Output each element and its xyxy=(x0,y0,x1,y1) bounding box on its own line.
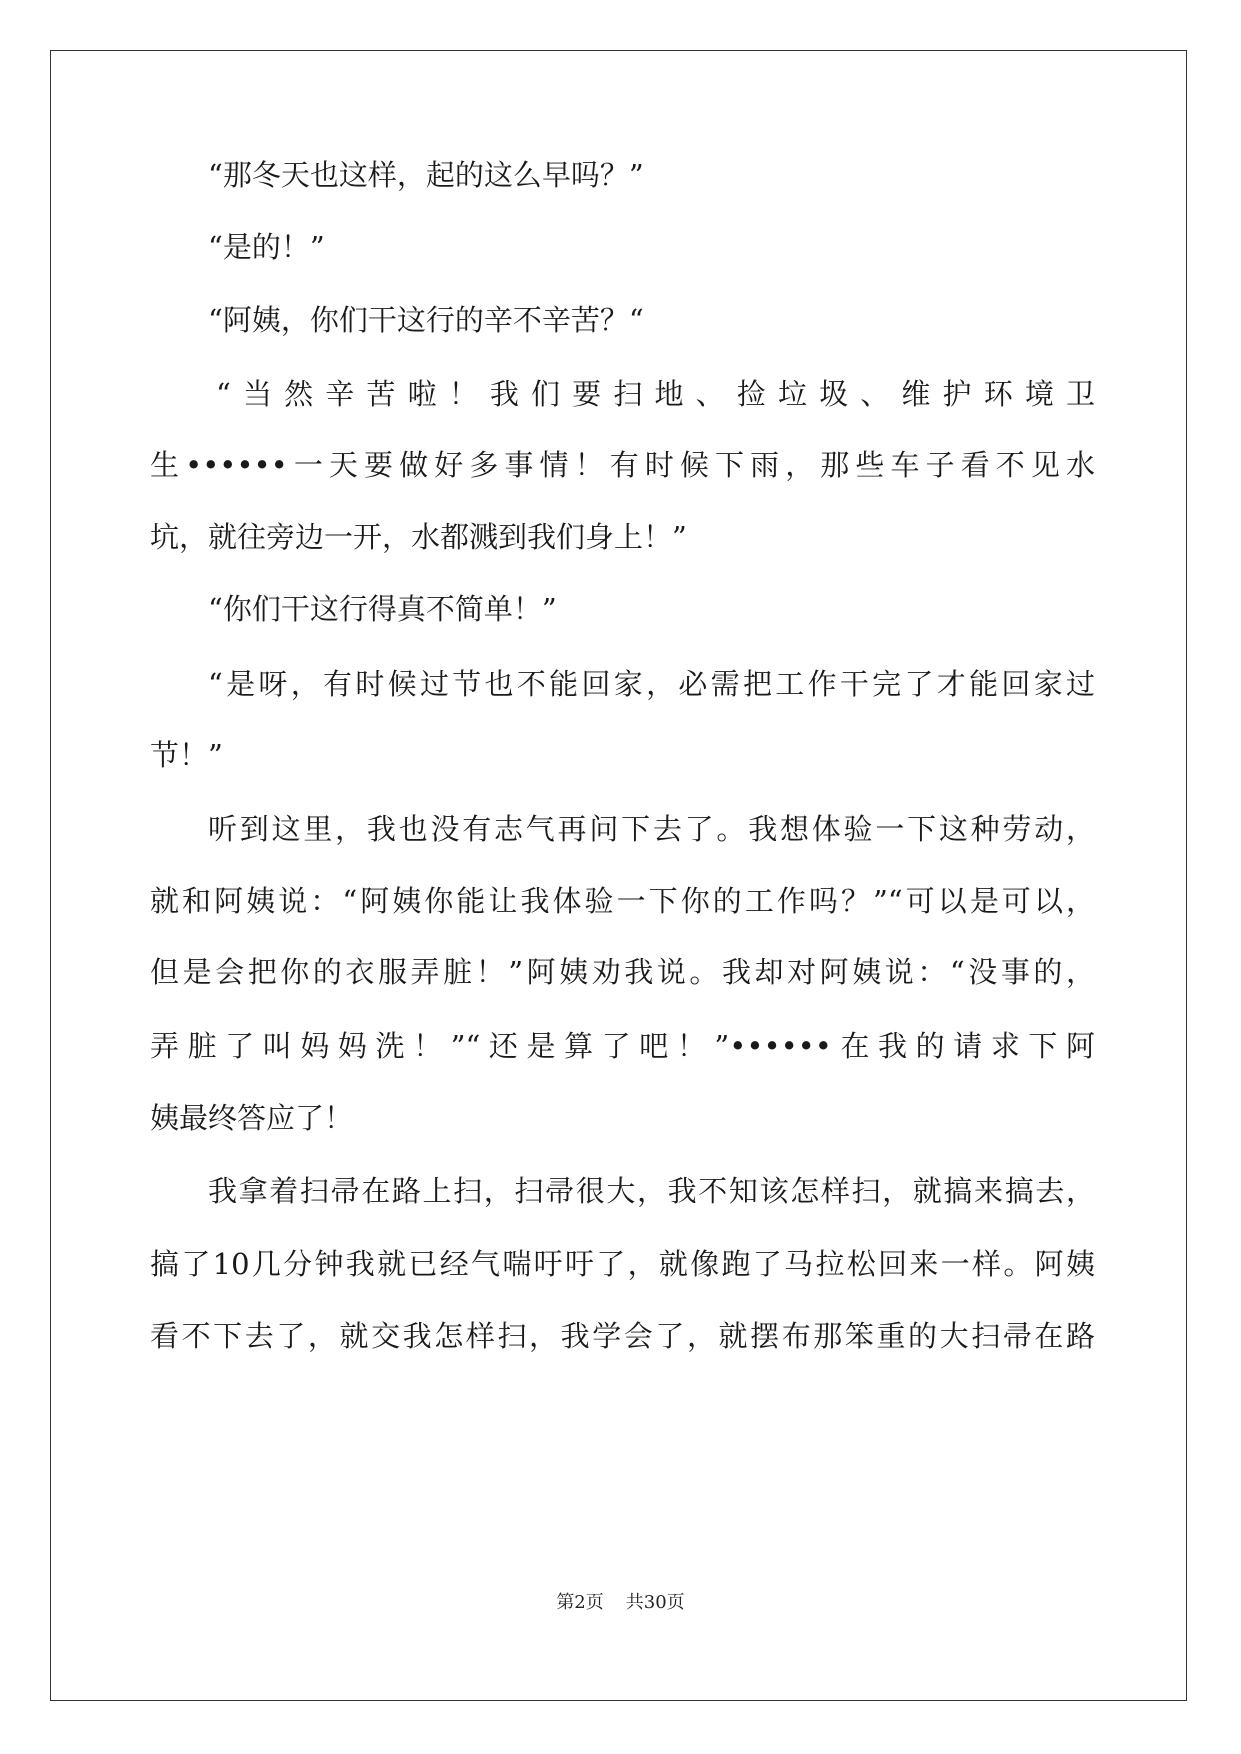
page-total: 共30页 xyxy=(625,1592,685,1613)
text-line-7: “你们干这行得真不简单！” xyxy=(208,592,557,626)
text-line-5: 生••••••一天要做好多事情！有时候下雨，那些车子看不见水 xyxy=(150,448,1095,482)
page-number: 第2页 xyxy=(556,1592,604,1613)
text-line-8: “是呀，有时候过节也不能回家，必需把工作干完了才能回家过 xyxy=(208,667,1095,701)
text-line-17: 看不下去了，就交我怎样扫，我学会了，就摆布那笨重的大扫帚在路 xyxy=(150,1319,1095,1353)
text-line-4: “当然辛苦啦！我们要扫地、捡垃圾、维护环境卫 xyxy=(216,377,1095,411)
text-line-9: 节！” xyxy=(150,738,223,772)
page-border xyxy=(50,50,1187,1701)
text-line-12: 但是会把你的衣服弄脏！”阿姨劝我说。我却对阿姨说：“没事的， xyxy=(150,955,1095,989)
text-line-14: 姨最终答应了！ xyxy=(150,1101,354,1135)
text-line-16: 搞了10几分钟我就已经气喘吁吁了，就像跑了马拉松回来一样。阿姨 xyxy=(150,1247,1095,1281)
text-line-3: “阿姨，你们干这行的辛不辛苦？“ xyxy=(208,303,644,337)
text-line-13: 弄脏了叫妈妈洗！”“还是算了吧！”••••••在我的请求下阿 xyxy=(150,1029,1095,1063)
text-line-11: 就和阿姨说：“阿姨你能让我体验一下你的工作吗？”“可以是可以， xyxy=(150,884,1095,918)
text-line-15: 我拿着扫帚在路上扫，扫帚很大，我不知该怎样扫，就搞来搞去， xyxy=(208,1174,1095,1208)
text-line-10: 听到这里，我也没有志气再问下去了。我想体验一下这种劳动， xyxy=(208,812,1095,846)
text-line-2: “是的！” xyxy=(208,230,325,264)
text-line-1: “那冬天也这样，起的这么早吗？” xyxy=(208,158,644,192)
page-footer xyxy=(0,1592,1241,1614)
text-line-6: 坑，就往旁边一开，水都溅到我们身上！” xyxy=(150,520,687,554)
